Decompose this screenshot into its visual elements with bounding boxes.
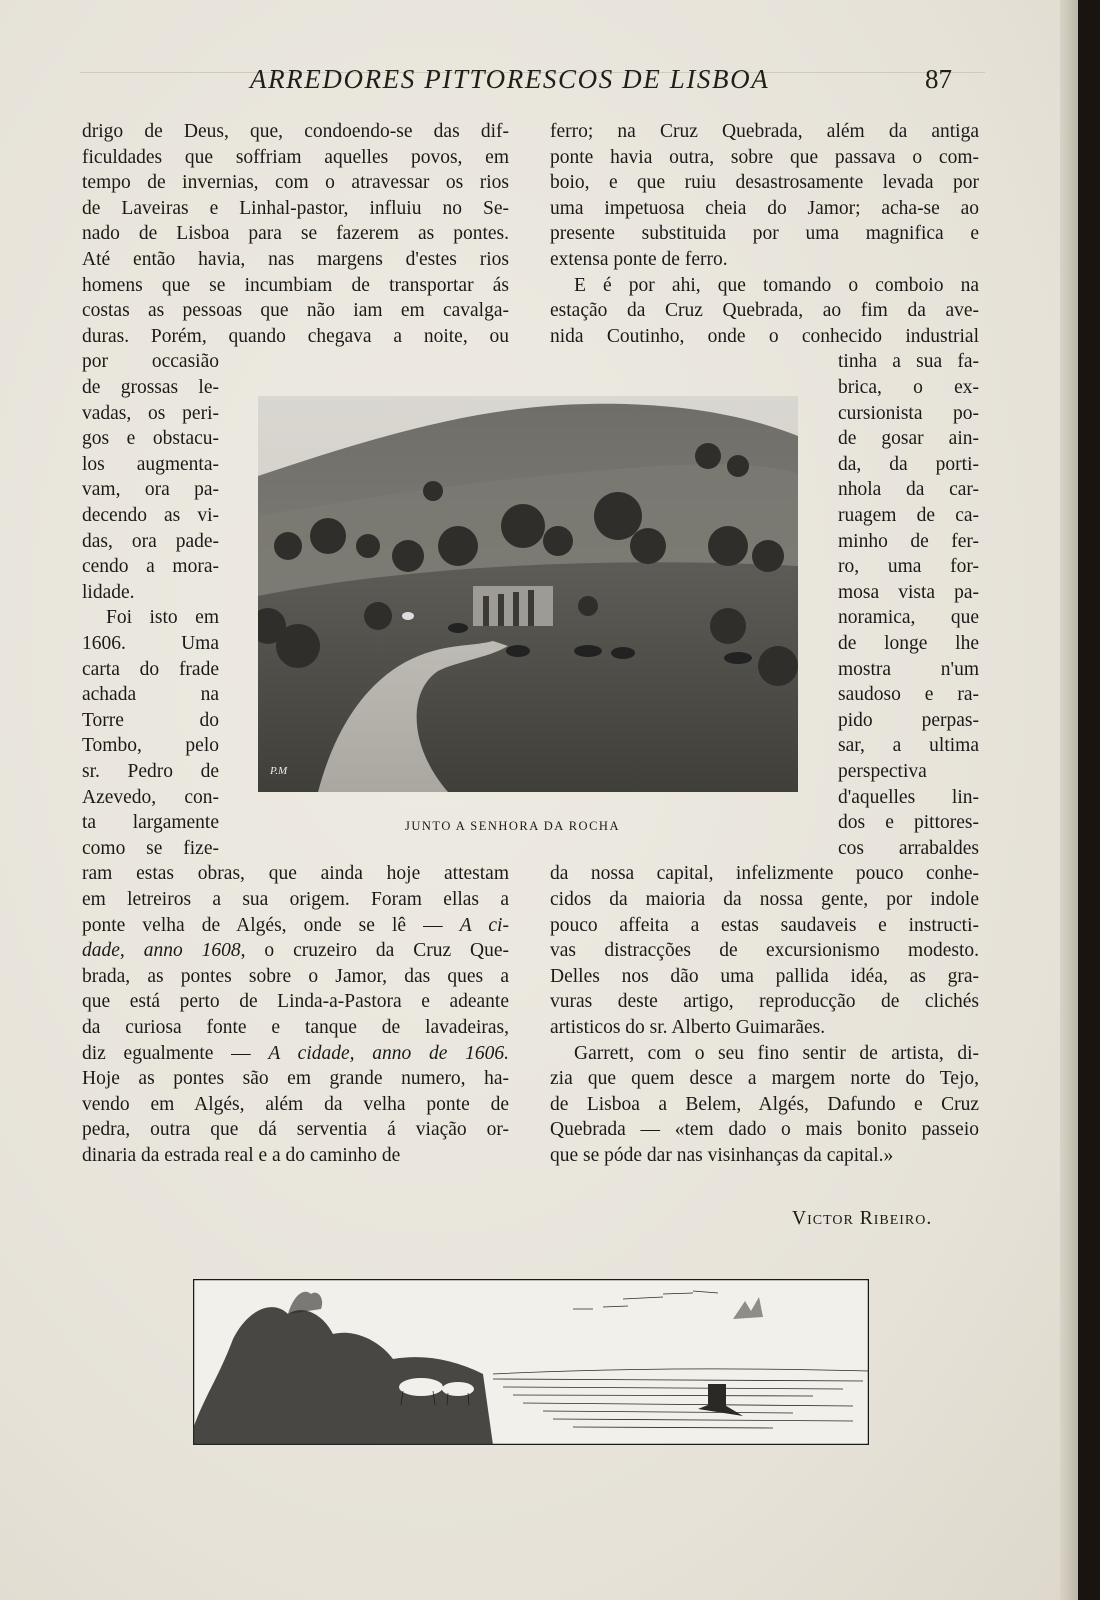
text-line: tinha a sua fa- [838, 351, 979, 373]
text-line: vam, ora pa- [82, 479, 219, 501]
text-line: de gosar ain- [838, 428, 979, 450]
text-line: nado de Lisboa para se fazerem as pontes. [82, 223, 509, 245]
text-line: ta largamente [82, 812, 219, 834]
text-line: E é por ahi, que tomando o comboio na [574, 274, 979, 296]
text-line: diz egualmente — A cidade, anno de 1606. [82, 1042, 509, 1064]
text-line: estação da Cruz Quebrada, ao fim da ave- [550, 300, 979, 322]
text-line: d'aquelles lin- [838, 786, 979, 808]
text-line: carta do frade [82, 658, 219, 680]
text-line: ficuldades que soffriam aquelles povos, em [82, 146, 509, 168]
text-line: Quebrada — «tem dado o mais bonito passeio [550, 1119, 979, 1141]
text-line: lidade. [82, 581, 135, 603]
text-line: ruagem de ca- [838, 505, 979, 526]
text-line: achada na [82, 684, 219, 706]
text-line: da nossa capital, infelizmente pouco conhe- [550, 863, 979, 885]
author-signature: Victor Ribeiro. [792, 1208, 933, 1229]
text-line: pedra, outra que dá serventia á viação or- [82, 1119, 509, 1141]
text-line: boio, e que ruiu desastrosamente levada por [550, 172, 979, 194]
text-line: nida Coutinho, onde o conhecido industrial [550, 325, 979, 347]
text-line: minho de fer- [838, 530, 979, 552]
text-line: de Lisboa a Belem, Algés, Dafundo e Cruz [550, 1093, 979, 1115]
text-line: Delles nos dão uma pallida idéa, as gra- [550, 965, 979, 987]
text-line: uma impetuosa cheia do Jamor; acha-se ao [550, 197, 979, 219]
text-line: los augmenta- [82, 453, 219, 475]
text-line: decendo as vi- [82, 505, 219, 526]
text-line: saudoso e ra- [838, 684, 979, 706]
text-line: costas as pessoas que não iam em cavalga- [82, 300, 509, 322]
running-header-title: ARREDORES PITTORESCOS DE LISBOA [250, 64, 770, 94]
text-line: Até então havia, nas margens d'estes rios [82, 249, 509, 270]
text-line: de grossas le- [82, 377, 219, 398]
text-line: tempo de invernias, com o atravessar os rios [82, 172, 509, 194]
text-line: ponte velha de Algés, onde se lê — A ci- [82, 914, 509, 936]
text-line: que se póde dar nas visinhanças da capital.» [550, 1145, 894, 1166]
text-line: por occasião [82, 351, 219, 373]
text-line: vendo em Algés, além da velha ponte de [82, 1093, 509, 1115]
river-landscape-engraving [193, 1279, 869, 1445]
text-line: ro, uma for- [838, 556, 979, 578]
text-line: que está perto de Linda-a-Pastora e adeante [82, 991, 509, 1013]
text-line: ferro; na Cruz Quebrada, além da antiga [550, 121, 979, 142]
photo-signature: P.M [270, 765, 288, 777]
page-number: 87 [925, 64, 952, 94]
text-line: presente substituida por uma magnifica e [550, 223, 979, 245]
text-line: cursionista po- [838, 402, 979, 424]
text-line: da, da porti- [838, 453, 979, 475]
text-line: ram estas obras, que ainda hoje attestam [82, 863, 509, 885]
text-line: da curiosa fonte e tanque de lavadeiras, [82, 1017, 509, 1038]
text-line: duras. Porém, quando chegava a noite, ou [82, 325, 509, 347]
text-line: Garrett, com o seu fino sentir de artista, di- [574, 1042, 979, 1064]
text-line: 1606. Uma [82, 633, 219, 654]
text-line: mosa vista pa- [838, 581, 979, 603]
text-line: dade, anno 1608, o cruzeiro da Cruz Que- [82, 940, 509, 962]
text-line: Foi isto em [106, 607, 219, 629]
text-line: brica, o ex- [838, 377, 979, 398]
text-line: cidos da maioria da nossa gente, por indole [550, 889, 979, 910]
text-line: cos arrabaldes [838, 837, 979, 859]
page-edge-shadow [1060, 0, 1078, 1600]
text-line: brada, as pontes sobre o Jamor, das ques a [82, 965, 509, 987]
photo-caption: JUNTO A SENHORA DA ROCHA [405, 819, 620, 833]
text-line: drigo de Deus, que, condoendo-se das dif- [82, 121, 509, 142]
text-line: Azevedo, con- [82, 786, 219, 808]
text-line: ponte havia outra, sobre que passava o com- [550, 146, 979, 168]
text-line: dinaria da estrada real e a do caminho de [82, 1145, 401, 1166]
text-line: sar, a ultima [838, 735, 979, 757]
text-line: vas distracções de excursionismo modesto. [550, 940, 979, 962]
text-line: das, ora pade- [82, 530, 219, 552]
text-line: como se fize- [82, 837, 219, 859]
text-line: extensa ponte de ferro. [550, 249, 728, 270]
text-line: nhola da car- [838, 479, 979, 501]
text-line: Tombo, pelo [82, 735, 219, 757]
text-line: artisticos do sr. Alberto Guimarães. [550, 1017, 826, 1038]
text-line: zia que quem desce a margem norte do Tejo, [550, 1068, 979, 1090]
text-line: noramica, que [838, 607, 979, 629]
text-line: pido perpas- [838, 709, 979, 731]
landscape-photograph [258, 396, 798, 792]
text-line: Hoje as pontes são em grande numero, ha- [82, 1068, 509, 1090]
text-line: Torre do [82, 709, 219, 731]
text-line: mostra n'um [838, 658, 979, 680]
text-line: de Laveiras e Linhal-pastor, influiu no Se- [82, 197, 509, 219]
text-line: dos e pittores- [838, 812, 979, 834]
text-line: em letreiros a sua origem. Foram ellas a [82, 889, 509, 910]
text-line: vuras deste artigo, reproducção de clichés [550, 991, 979, 1013]
text-line: perspectiva [838, 761, 927, 782]
text-line: sr. Pedro de [82, 761, 219, 782]
text-line: pouco affeita a estas saudaveis e instructi- [550, 914, 979, 936]
text-line: homens que se incumbiam de transportar ás [82, 274, 509, 296]
text-line: gos e obstacu- [82, 428, 219, 450]
text-line: vadas, os peri- [82, 402, 219, 424]
text-line: cendo a mora- [82, 556, 219, 578]
text-line: de longe lhe [838, 633, 979, 654]
